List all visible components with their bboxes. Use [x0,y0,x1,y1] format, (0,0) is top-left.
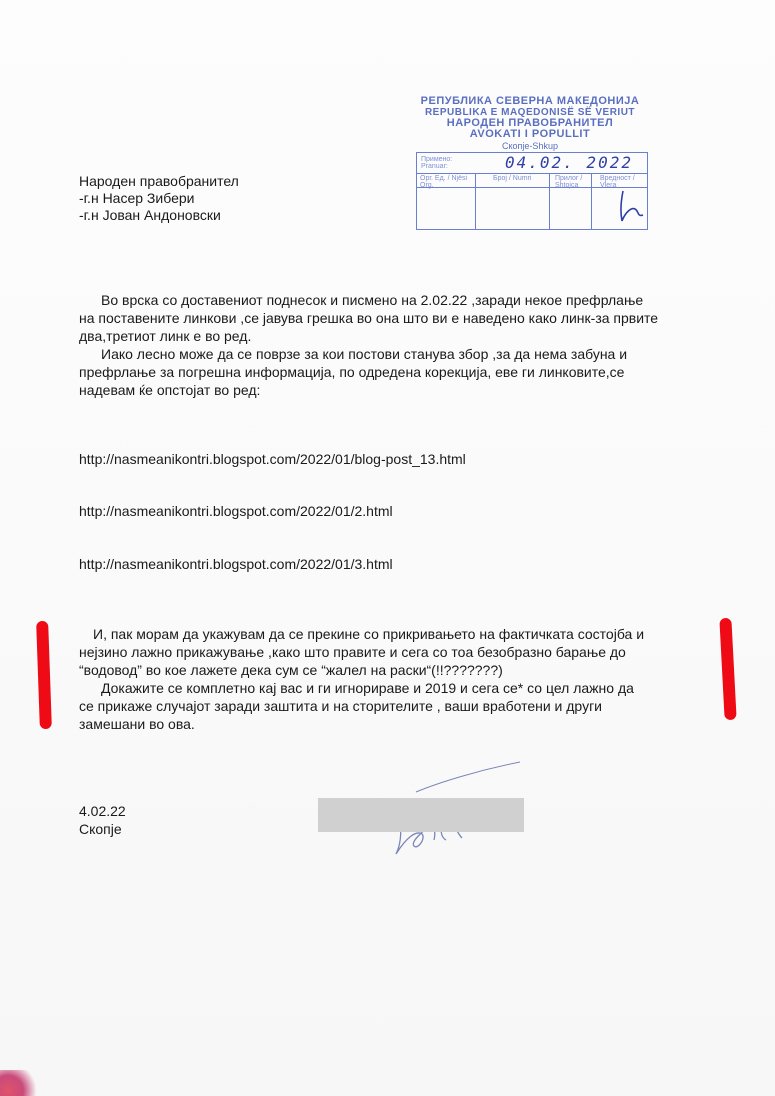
stamp-received-label: Примено: Pranuar: [421,156,453,170]
blog-link-1: http://nasmeanikontri.blogspot.com/2022/01/blog-post_13.html [79,451,466,467]
addressee-line-1: Народен правобранител [79,173,239,189]
body-p4-line-1: Докажите се комплетно кај вас и ги игнорираве и 2019 и сега се* со цел лажно да [101,680,634,696]
stamp-line-2: REPUBLIKA E MAQEDONISË SË VERIUT [424,107,636,118]
body-p1-line-2: на поставените линкови ,се јавува грешка во она што ви е наведено како линк-за првите [79,310,659,326]
stamp-divider [549,173,550,229]
receipt-stamp [412,95,648,189]
blog-link-2: http://nasmeanikontri.blogspot.com/2022/01/2.html [79,503,393,519]
stamp-initials-scribble [613,187,647,227]
stamp-line-4: AVOKATI I POPULLIT [469,128,591,140]
body-p1-line-1: Во врска со доставениот поднесок и писмено на 2.02.22 ,заради некое префрлање [101,292,644,308]
red-highlight-mark-right [719,618,736,720]
stamp-received-date: 04.02. 2022 [505,153,633,172]
body-p2-line-3: надевам ќе опстојат во ред: [79,382,261,398]
body-p4-line-2: се прикаже случајот заради заштита и на сторителите , ваши вработени и други [79,698,602,714]
stamp-received-row [417,153,647,174]
corner-ink-blot [0,1070,40,1096]
stamp-col1-label: Орг. Ед. / Njësi Org. [420,175,468,189]
blog-link-3: http://nasmeanikontri.blogspot.com/2022/01/3.html [79,556,393,572]
body-p3-line-1: И, пак морам да укажувам да се прекине со прикривањето на фактичката состојба и [93,626,645,642]
stamp-divider [591,173,592,229]
addressee-line-3: -г.н Јован Андоновски [79,207,221,223]
stamp-divider [475,173,476,229]
body-p2-line-1: Иако лесно може да се поврзе за кои постови станува збор ,за да нема забуна и [101,346,628,362]
stamp-city: Скопје-Shkup [502,141,558,151]
stamp-line-1: РЕПУБЛИКА СЕВЕРНА МАКЕДОНИЈА [420,95,640,107]
stamp-header-row [417,173,647,188]
stamp-col3-label: Прилог / Shtojca [555,175,583,189]
red-highlight-mark-left [36,621,52,729]
redacted-name-box [318,798,524,832]
stamp-col4-label: Вредност / Vlera [600,175,635,189]
body-p2-line-2: префрлање за погрешна информација, по одредена корекција, еве ги линковите,се [79,364,625,380]
footer-place: Скопје [79,821,122,837]
footer-date: 4.02.22 [79,803,126,819]
addressee-line-2: -г.н Насер Зибери [79,190,195,206]
stamp-line-3: НАРОДЕН ПРАВОБРАНИТЕЛ [446,117,614,129]
body-p3-line-2: нејзино лажно прикажување ,како што правите и сега со тоа безобразно барање до [79,644,626,660]
body-p4-line-3: замешани во ова. [79,716,195,732]
body-p1-line-3: два,третиот линк е во ред. [79,328,252,344]
stamp-col2-label: Број / Numri [493,175,532,182]
body-p3-line-3: “водовод” во кое лажете дека сум се “жалел на раски“(!!???????) [79,662,503,678]
stamp-grid [416,152,648,230]
